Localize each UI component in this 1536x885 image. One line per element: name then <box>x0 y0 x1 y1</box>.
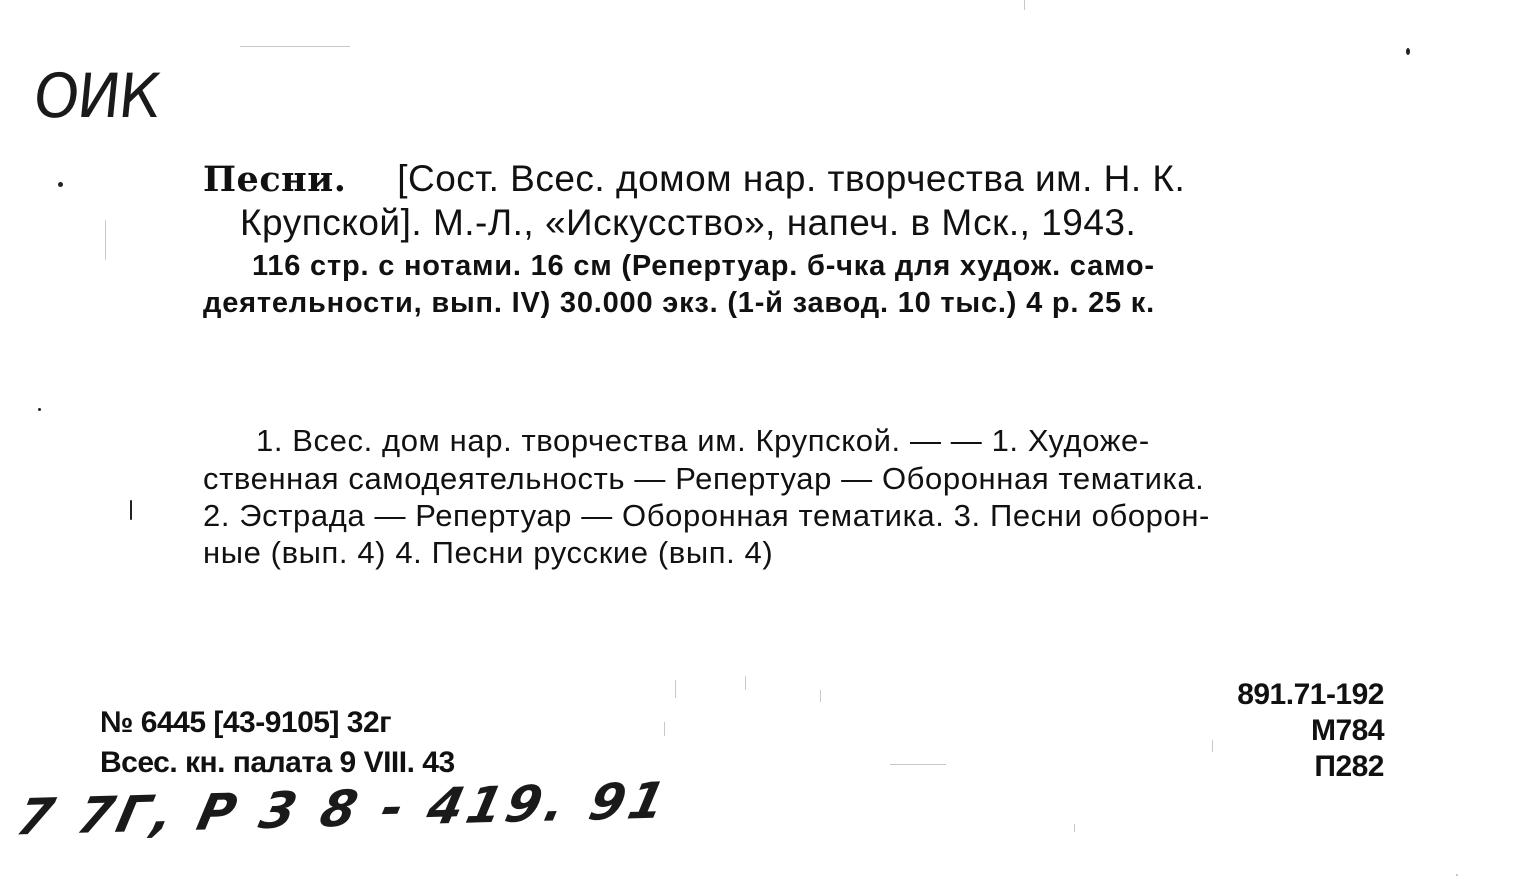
entry-line-2: Крупской]. М.-Л., «Искусство», напеч. в Мск., 1943. <box>240 202 1137 243</box>
scan-mark <box>1024 0 1025 10</box>
entry-line-4: деятельности, вып. IV) 30.000 экз. (1-й завод. 10 тыс.) 4 р. 25 к. <box>203 287 1155 319</box>
author-mark: М784 <box>1310 714 1384 747</box>
handwritten-top-mark: ОИК <box>30 60 162 132</box>
scan-speck <box>130 500 132 520</box>
tracing-line-2: ственная самодеятельность — Репертуар — Оборонная тематика. <box>203 461 1205 496</box>
scan-mark <box>240 46 350 47</box>
book-chamber-line: Всес. кн. палата 9 VIII. 43 <box>100 746 455 779</box>
scan-mark <box>890 764 946 765</box>
scan-mark <box>675 680 676 698</box>
scan-mark <box>664 722 665 736</box>
tracing-line-4: ные (вып. 4) 4. Песни русские (вып. 4) <box>203 535 774 570</box>
scan-mark <box>820 690 821 702</box>
tracing-line-3: 2. Эстрада — Репертуар — Оборонная тематика. 3. Песни оборон- <box>203 498 1210 533</box>
entry-line-3: 116 стр. с нотами. 16 см (Репертуар. б-чка для худож. само- <box>252 250 1155 282</box>
scan-mark <box>1212 740 1213 752</box>
tracing-line-1: 1. Всес. дом нар. творчества им. Крупской. — — 1. Художе- <box>256 423 1150 458</box>
scan-mark <box>1456 874 1458 876</box>
scan-mark <box>105 220 106 260</box>
card-number: № 6445 [43-9105] 32г <box>100 706 392 739</box>
scan-speck <box>1406 48 1410 55</box>
scan-mark <box>1074 824 1075 832</box>
scan-speck <box>38 408 41 411</box>
entry-title: Песни. <box>203 159 347 200</box>
entry-line-1 <box>203 158 1185 200</box>
udc-index: 891.71-192 <box>1237 678 1384 711</box>
handwritten-bottom-mark: 7 7Г, Р 3 8 - 419. 91 <box>11 771 675 847</box>
scan-mark <box>745 676 746 690</box>
classification-code: П282 <box>1314 750 1384 783</box>
entry-line-1-rest: [Сост. Всес. домом нар. творчества им. Н. К. <box>397 158 1186 199</box>
scan-speck <box>58 182 63 187</box>
